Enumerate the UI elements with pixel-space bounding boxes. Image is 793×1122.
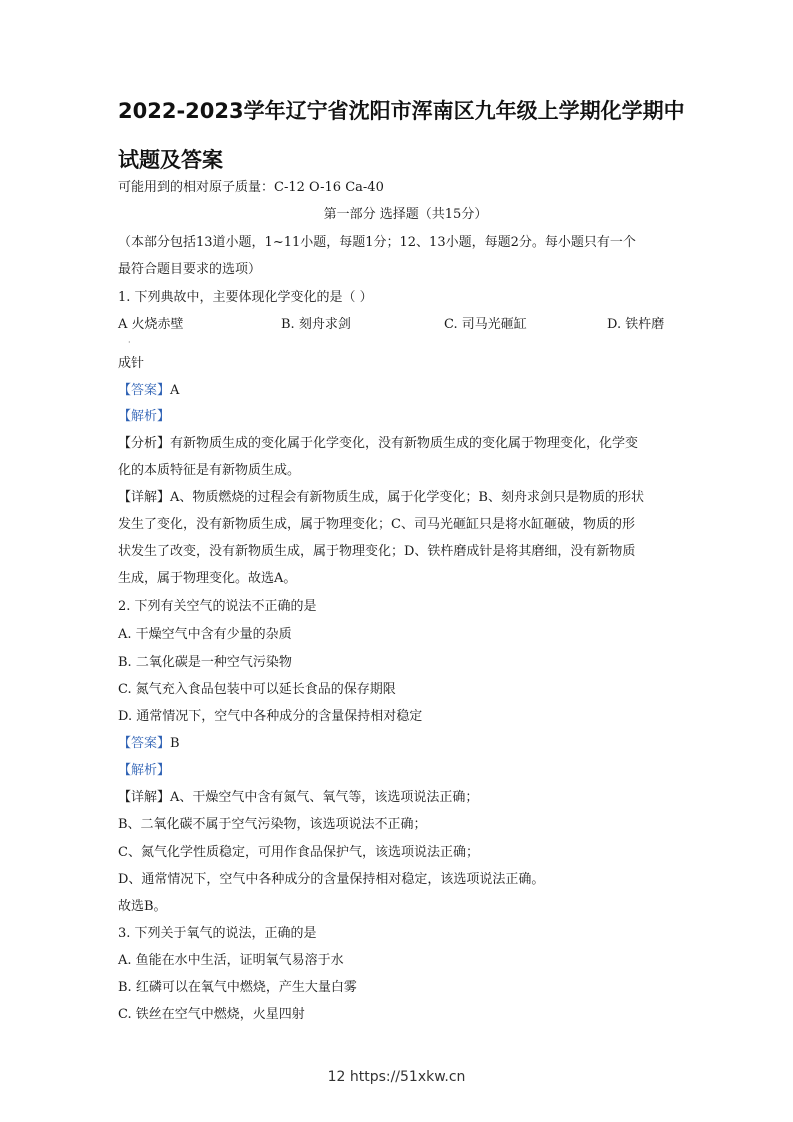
analysis-label: 【分析】 bbox=[118, 436, 171, 451]
answer-value: A bbox=[170, 383, 180, 398]
detail-paragraph bbox=[118, 489, 693, 507]
option-b: B. 红磷可以在氧气中燃烧，产生大量白雾 bbox=[118, 980, 357, 995]
detail-text: 状发生了改变，没有新物质生成，属于物理变化；D、铁杵磨成针是将其磨细，没有新物质 bbox=[118, 544, 636, 559]
page-footer: 12 https://51xkw.cn bbox=[327, 1069, 466, 1085]
instructions-line: （本部分包括13道小题，1~11小题，每题1分；12、13小题，每题2分。每小题只有一个 bbox=[118, 235, 636, 250]
conclusion: 故选B。 bbox=[118, 899, 167, 914]
detail-paragraph bbox=[118, 789, 693, 807]
answer-line bbox=[118, 735, 693, 753]
detail-text: D、通常情况下，空气中各种成分的含量保持相对稳定，该选项说法正确。 bbox=[118, 872, 545, 887]
detail-label: 【详解】 bbox=[118, 790, 171, 805]
answer-line bbox=[118, 382, 693, 400]
option-d: D. 铁杵磨 bbox=[607, 317, 665, 332]
option-d: D. 通常情况下，空气中各种成分的含量保持相对稳定 bbox=[118, 709, 423, 724]
analysis-text: 化的本质特征是有新物质生成。 bbox=[118, 463, 301, 478]
analysis-paragraph bbox=[118, 435, 693, 453]
detail-text: 发生了变化，没有新物质生成，属于物理变化；C、司马光砸缸只是将水缸砸破，物质的形 bbox=[118, 517, 635, 532]
option-a: A. 干燥空气中含有少量的杂质 bbox=[118, 627, 292, 642]
section-heading: 第一部分 选择题（共15分） bbox=[323, 207, 488, 222]
answer-value: B bbox=[170, 736, 180, 751]
option-b: B. 刻舟求剑 bbox=[281, 317, 351, 332]
option-c: C. 氮气充入食品包装中可以延长食品的保存期限 bbox=[118, 682, 396, 697]
detail-text: A、物质燃烧的过程会有新物质生成，属于化学变化；B、刻舟求剑只是物质的形状 bbox=[170, 490, 644, 505]
analysis-tag: 【解析】 bbox=[118, 763, 171, 778]
question-stem: 1. 下列典故中，主要体现化学变化的是（ ） bbox=[118, 290, 373, 305]
detail-text: B、二氧化碳不属于空气污染物，该选项说法不正确； bbox=[118, 817, 427, 832]
option-c: C. 司马光砸缸 bbox=[444, 317, 527, 332]
option-a: A 火烧赤壁 bbox=[118, 317, 184, 332]
option-b: B. 二氧化碳是一种空气污染物 bbox=[118, 655, 292, 670]
page-title-continued: 试题及答案 bbox=[118, 148, 223, 172]
analysis-tag: 【解析】 bbox=[118, 409, 171, 424]
dot-mark: · bbox=[128, 338, 131, 347]
instructions-line: 最符合题目要求的选项） bbox=[118, 262, 262, 277]
option-c: C. 铁丝在空气中燃烧，火星四射 bbox=[118, 1007, 305, 1022]
answer-tag: 【答案】 bbox=[118, 383, 171, 398]
answer-tag: 【答案】 bbox=[118, 736, 171, 751]
page-title: 2022-2023学年辽宁省沈阳市浑南区九年级上学期化学期中 bbox=[118, 99, 685, 123]
detail-text: 生成，属于物理变化。故选A。 bbox=[118, 571, 297, 586]
atomic-mass-note: 可能用到的相对原子质量：C-12 O-16 Ca-40 bbox=[118, 180, 384, 195]
option-a: A. 鱼能在水中生活，证明氧气易溶于水 bbox=[118, 953, 344, 968]
detail-text: C、氮气化学性质稳定，可用作食品保护气，该选项说法正确； bbox=[118, 845, 479, 860]
question-stem: 2. 下列有关空气的说法不正确的是 bbox=[118, 599, 317, 614]
detail-label: 【详解】 bbox=[118, 490, 171, 505]
analysis-text: 有新物质生成的变化属于化学变化，没有新物质生成的变化属于物理变化，化学变 bbox=[170, 436, 639, 451]
detail-text: A、干燥空气中含有氮气、氧气等，该选项说法正确； bbox=[170, 790, 479, 805]
question-stem: 3. 下列关于氧气的说法，正确的是 bbox=[118, 926, 317, 941]
option-d-continued: 成针 bbox=[118, 356, 145, 371]
